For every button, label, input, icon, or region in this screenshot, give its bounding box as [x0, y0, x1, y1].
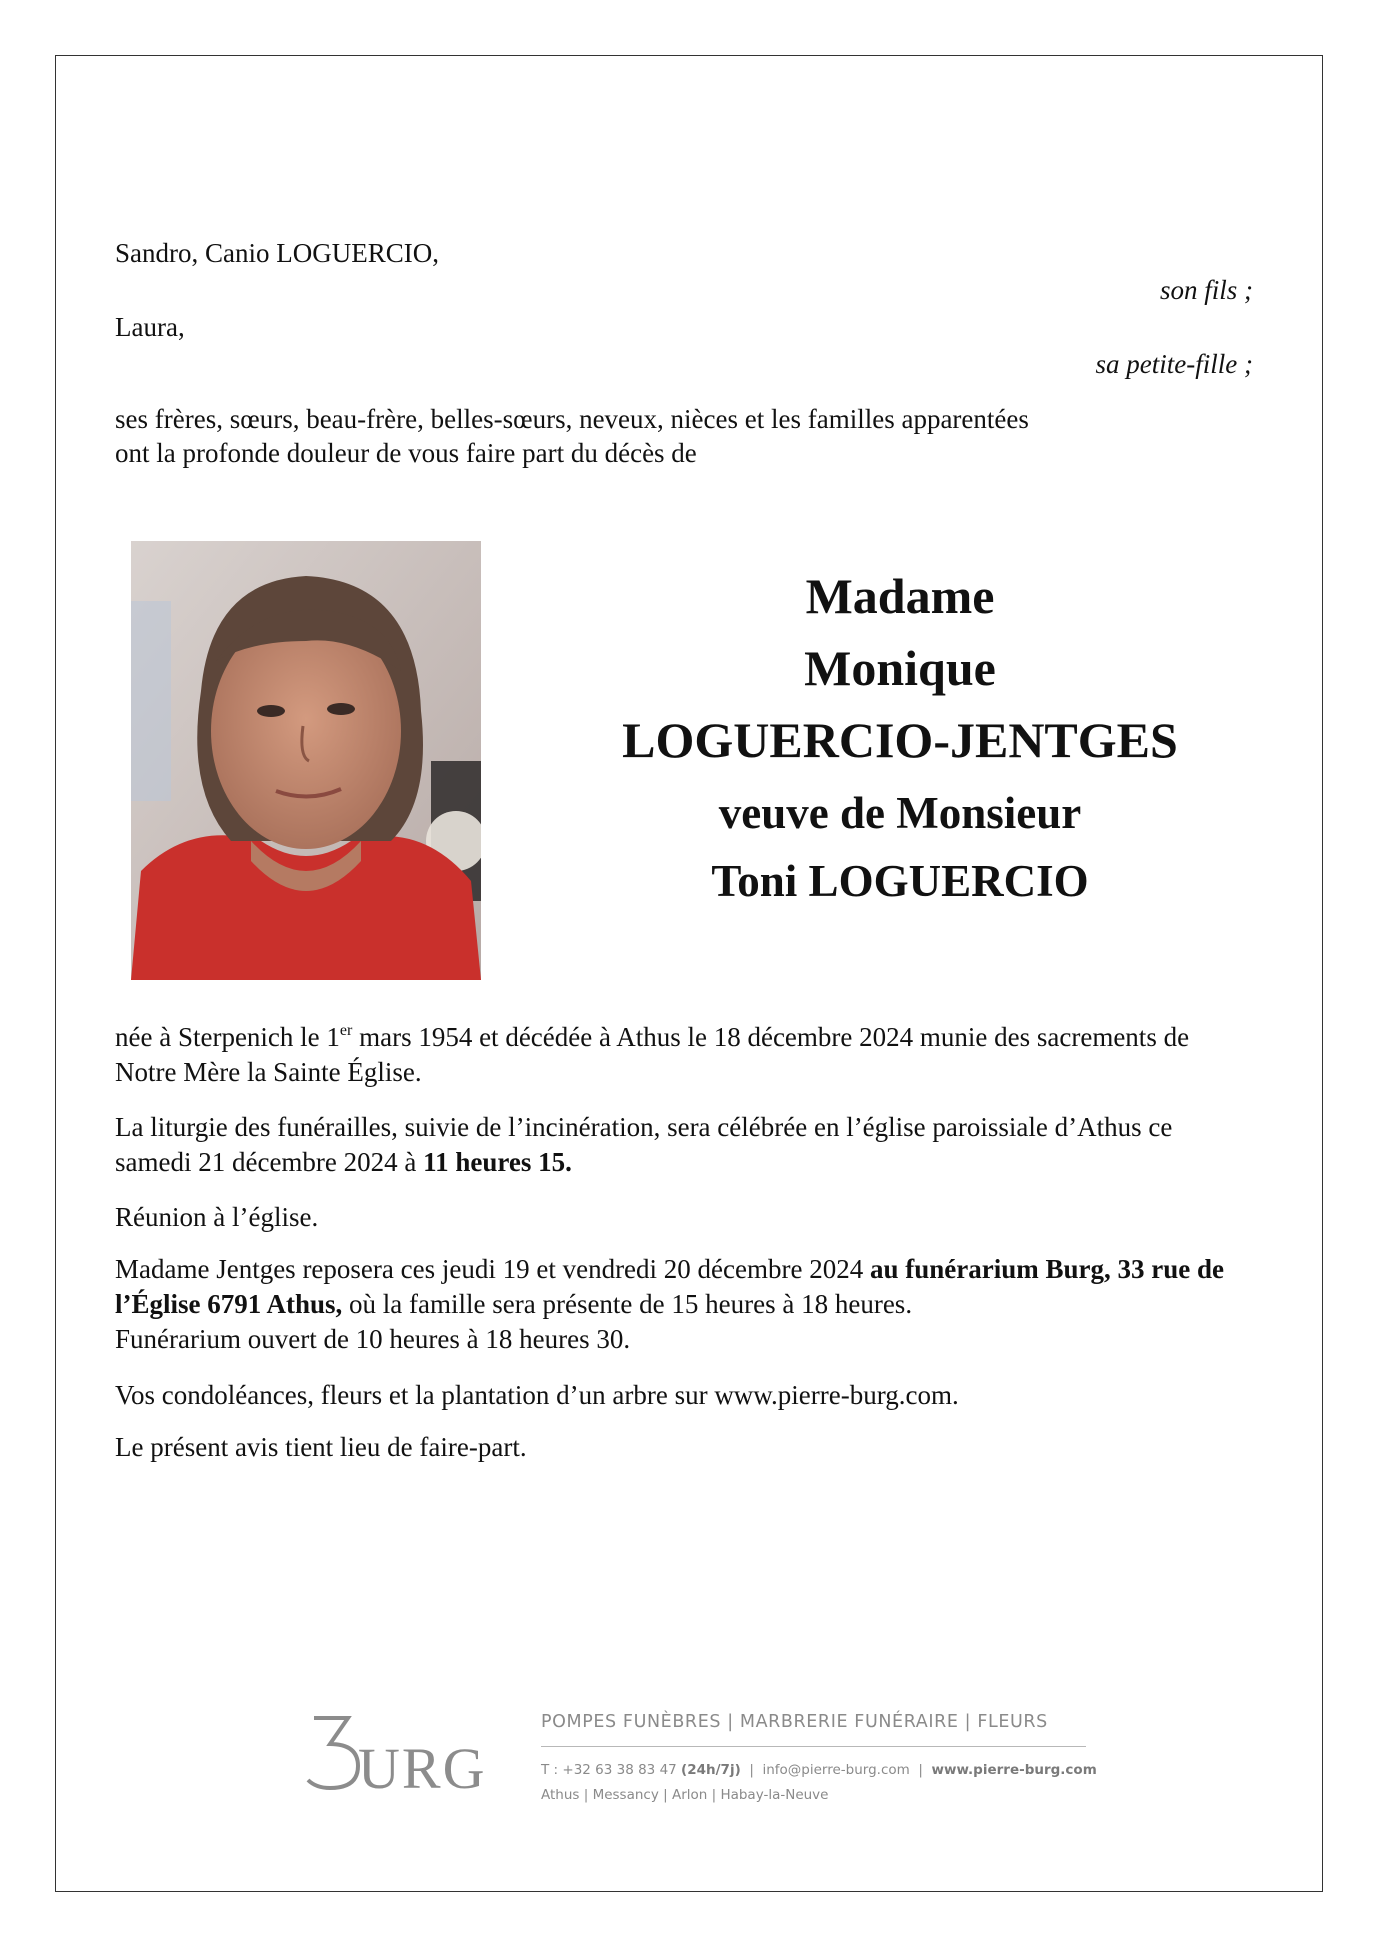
burg-logo	[306, 1712, 491, 1792]
portrait-photo	[131, 541, 481, 980]
footer-website[interactable]: www.pierre-burg.com	[931, 1762, 1097, 1778]
footer-divider	[541, 1746, 1086, 1747]
deceased-last-name: LOGUERCIO-JENTGES	[622, 712, 1178, 768]
family-line-son: Sandro, Canio LOGUERCIO,	[115, 238, 439, 268]
announce-line-1: ses frères, sœurs, beau-frère, belles-sœurs, neveux, nièces et les familles apparentées	[115, 404, 1029, 434]
deceased-title: Madame	[805, 568, 995, 624]
birth-death-paragraph: née à Sterpenich le 1er mars 1954 et décédée à Athus le 18 décembre 2024 munie des sacrements de Notre Mère la Sainte Église.	[115, 1022, 1190, 1087]
svg-text:URG: URG	[358, 1736, 487, 1792]
announce-line-2: ont la profonde douleur de vous faire part du décès de	[115, 438, 697, 468]
widow-line: veuve de Monsieur	[718, 788, 1082, 838]
meeting-paragraph: Réunion à l’église.	[115, 1202, 319, 1232]
family-line-granddaughter: Laura,	[115, 312, 185, 342]
spouse-name: Toni LOGUERCIO	[711, 856, 1089, 906]
footer-services: POMPES FUNÈBRES | MARBRERIE FUNÉRAIRE | FLEURS	[541, 1712, 1048, 1732]
role-granddaughter: sa petite-fille ;	[1095, 349, 1253, 379]
condolences-paragraph: Vos condoléances, fleurs et la plantation d’un arbre sur www.pierre-burg.com.	[115, 1380, 959, 1410]
role-son: son fils ;	[1159, 275, 1253, 305]
deceased-first-name: Monique	[804, 640, 996, 696]
rest-paragraph: Madame Jentges reposera ces jeudi 19 et vendredi 20 décembre 2024 au funérarium Burg, 33 rue de l’Église 6791 Athus, où la famille sera présente de 15 heures à 18 heures. Funérarium ouvert de 10 heures à 18 heures 30.	[115, 1254, 1224, 1354]
footer-contact: T : +32 63 38 83 47 (24h/7j) | info@pierre-burg.com | www.pierre-burg.com	[541, 1762, 1097, 1778]
notice-paragraph: Le présent avis tient lieu de faire-part.	[115, 1432, 527, 1462]
footer-email[interactable]: | info@pierre-burg.com |	[740, 1762, 932, 1778]
footer-cities: Athus | Messancy | Arlon | Habay-la-Neuve	[541, 1787, 829, 1803]
liturgy-paragraph: La liturgie des funérailles, suivie de l’incinération, sera célébrée en l’église paroissiale d’Athus ce samedi 21 décembre 2024 à 11 heures 15.	[115, 1112, 1173, 1177]
